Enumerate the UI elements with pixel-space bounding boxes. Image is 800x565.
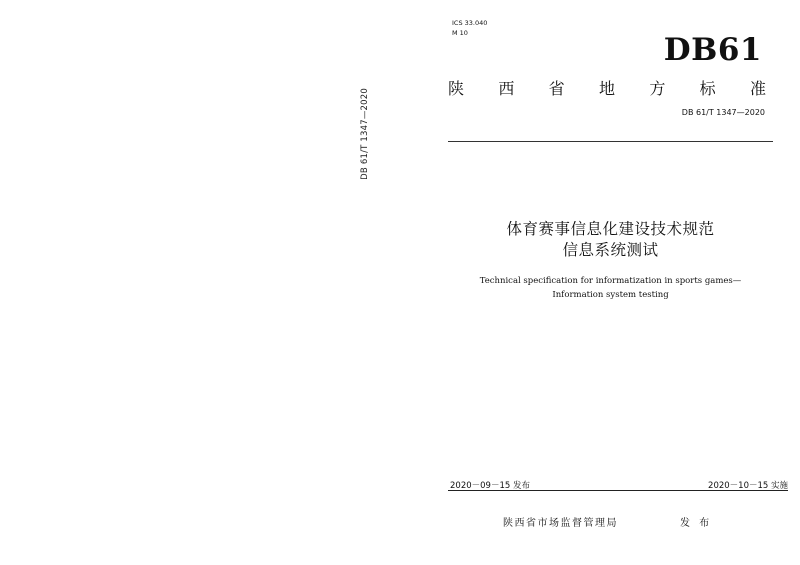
authority-char: 准 <box>749 79 766 98</box>
standard-number: DB 61/T 1347—2020 <box>681 108 765 117</box>
ics-code: ICS 33.040 <box>452 19 488 27</box>
issuing-authority: 陕西省市场监督管理局 <box>503 518 618 529</box>
authority-char: 省 <box>548 79 565 98</box>
authority-char: 陕 <box>448 79 465 98</box>
title-chinese-line2: 信息系统测试 <box>562 241 659 259</box>
standard-authority-title <box>448 78 766 100</box>
title-english-line2: Information system testing <box>552 290 669 300</box>
authority-char: 方 <box>649 79 666 98</box>
header-divider <box>448 141 773 142</box>
implementation-date: 2020－10－15 实施 <box>708 481 788 491</box>
title-english-line1: Technical specification for informatization in sports games— <box>479 276 742 286</box>
spine-standard-code: DB 61/T 1347—2020 <box>360 88 370 180</box>
authority-char: 地 <box>598 79 615 98</box>
standard-mark: DB61 <box>663 32 762 68</box>
ccs-code: M 10 <box>452 29 468 37</box>
footer-divider <box>448 490 788 491</box>
issued-label: 发 布 <box>680 518 713 529</box>
authority-char: 标 <box>699 79 716 98</box>
title-chinese-line1: 体育赛事信息化建设技术规范 <box>506 220 715 238</box>
authority-char: 西 <box>498 79 515 98</box>
issue-date: 2020－09－15 发布 <box>450 481 530 491</box>
